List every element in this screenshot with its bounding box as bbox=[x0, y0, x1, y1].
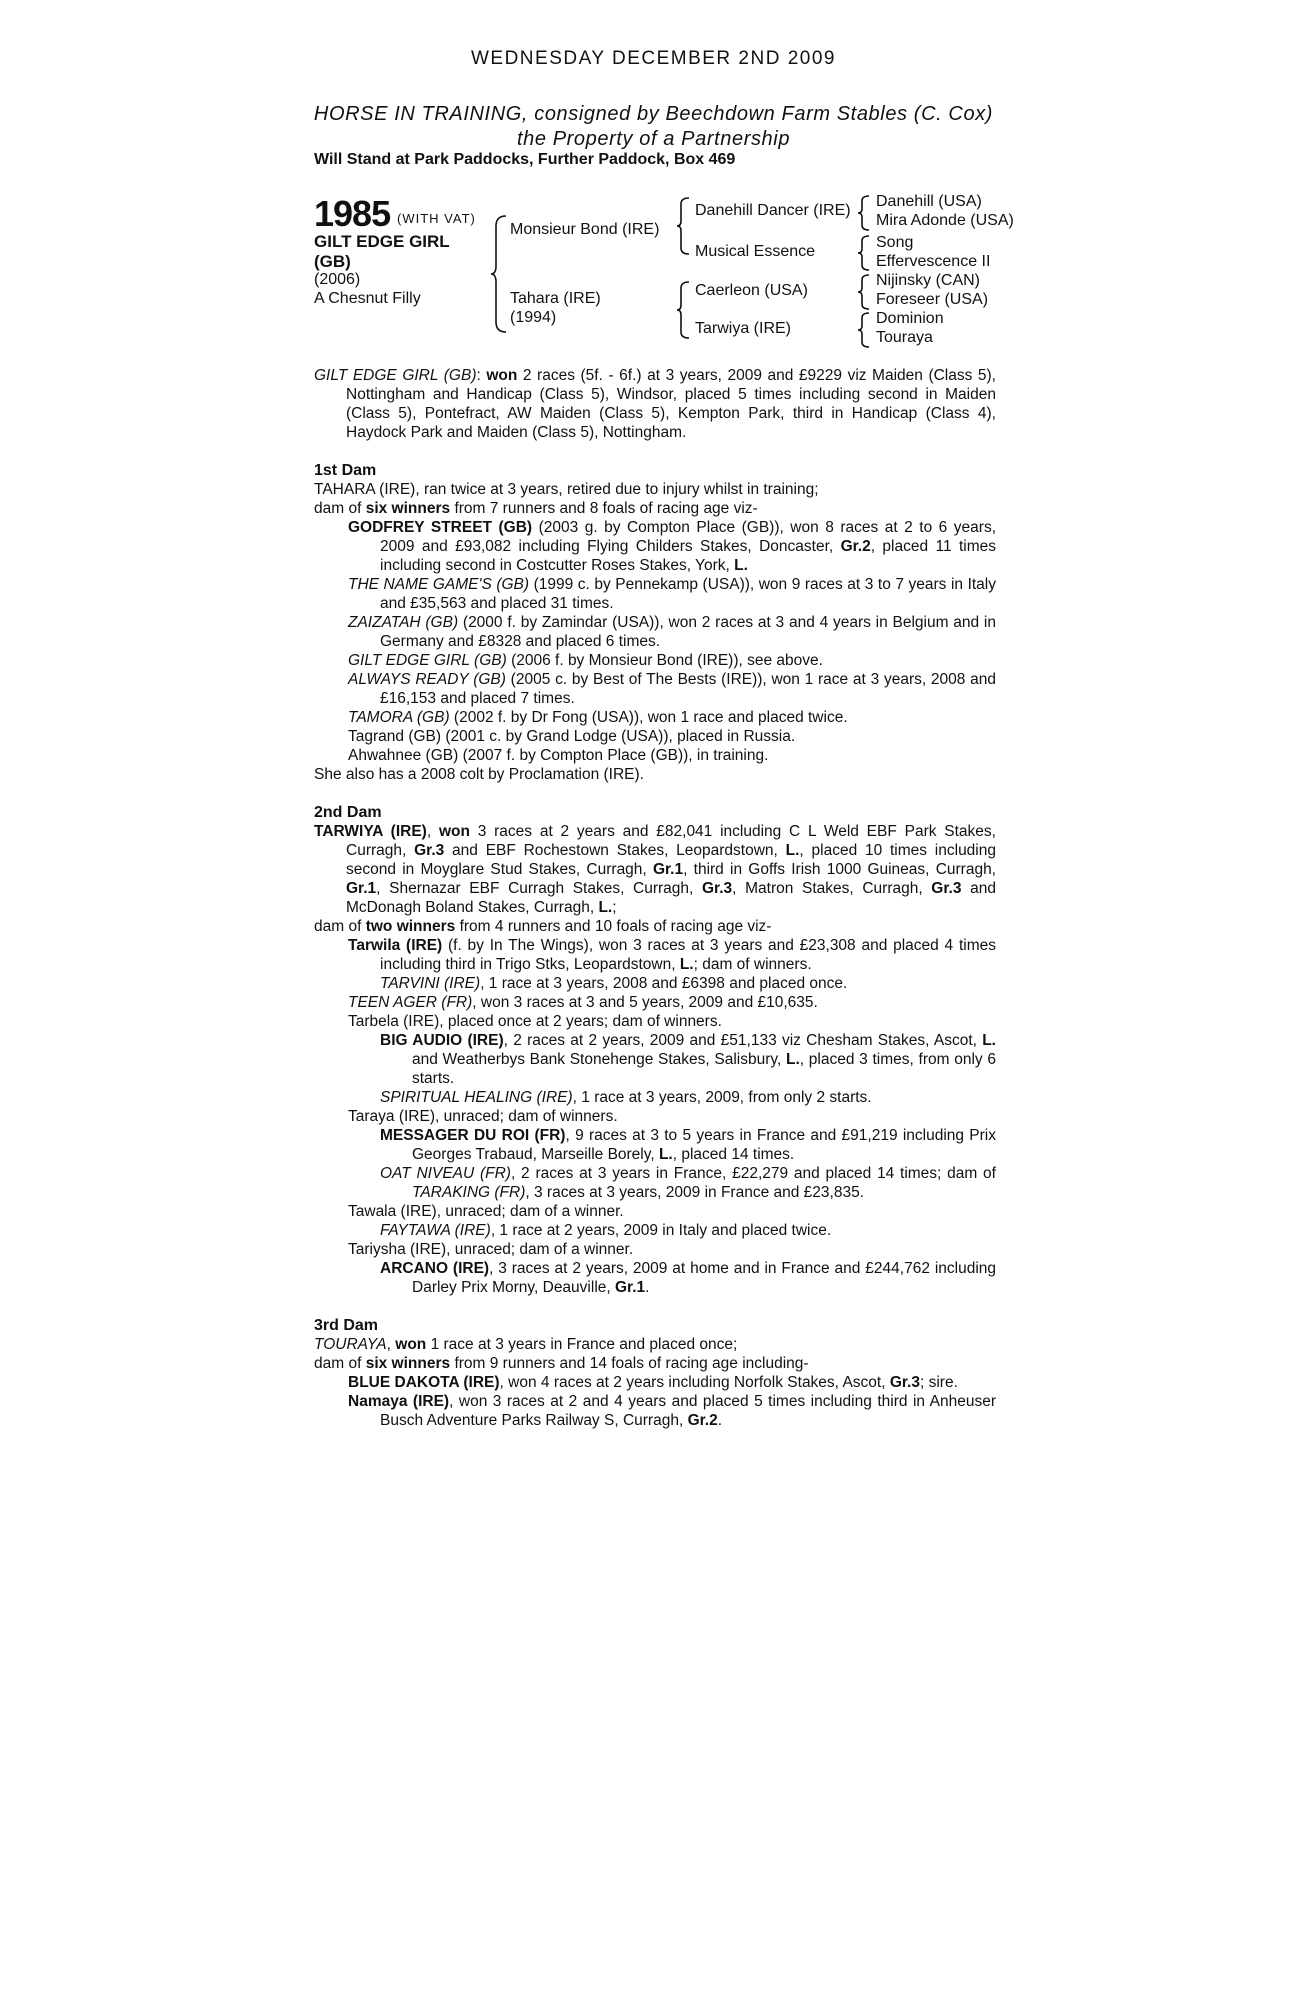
produce-gilt-edge-girl: GILT EDGE GIRL (GB) (2006 f. by Monsieur Bond (IRE)), see above. bbox=[348, 652, 823, 669]
produce-taraya: Taraya (IRE), unraced; dam of winners. bbox=[348, 1108, 618, 1125]
third-dam-record: TOURAYA, won 1 race at 3 years in France and placed once; bbox=[314, 1336, 738, 1353]
lot-property: the Property of a Partnership bbox=[516, 128, 791, 150]
horse-description: A Chesnut Filly bbox=[314, 290, 421, 307]
produce-also: She also has a 2008 colt by Proclamation (IRE). bbox=[314, 766, 644, 783]
vat-note: (WITH VAT) bbox=[397, 211, 476, 226]
pedigree-ddd: Touraya bbox=[876, 329, 933, 346]
produce-namaya: Namaya (IRE), won 3 races at 2 and 4 years and placed 5 times including third in Anheuser Busch Adventure Parks Railway S, Curragh, Gr.2. bbox=[348, 1393, 996, 1429]
produce-always-ready: ALWAYS READY (GB) (2005 c. by Best of The Bests (IRE)), won 1 race at 3 years, 2008 and £16,153 and placed 7 times. bbox=[348, 671, 996, 707]
pedigree-ssd: Mira Adonde (USA) bbox=[876, 212, 1014, 229]
racing-text: 2 races (5f. - 6f.) at 3 years, 2009 and £9229 viz Maiden (Class 5), Nottingham and Handicap (Class 5), Windsor, placed 5 times including second in Maiden (Class 5), Pontefract, AW Maiden (Class 5), Kempton Park, third in Handicap (Class 4), Haydock Park and Maiden (Class 5), Nottingham. bbox=[346, 367, 996, 441]
pedigree-brace-main bbox=[490, 214, 510, 334]
produce-the-name-games: THE NAME GAME'S (GB) (1999 c. by Pennekamp (USA)), won 9 races at 3 to 7 years in Italy and £35,563 and placed 31 times. bbox=[348, 576, 996, 612]
second-dam-produce-summary: dam of two winners from 4 runners and 10 foals of racing age viz- bbox=[314, 918, 772, 935]
produce-messager-du-roi: MESSAGER DU ROI (FR), 9 races at 3 to 5 years in France and £91,219 including Prix Georges Trabaud, Marseille Borely, L., placed 14 times. bbox=[380, 1127, 996, 1163]
produce-teen-ager: TEEN AGER (FR), won 3 races at 3 and 5 years, 2009 and £10,635. bbox=[348, 994, 818, 1011]
section-heading-3rd-dam: 3rd Dam bbox=[314, 1317, 379, 1334]
produce-zaizatah: ZAIZATAH (GB) (2000 f. by Zamindar (USA)), won 2 races at 3 and 4 years in Belgium and in Germany and £8328 and placed 6 times. bbox=[348, 614, 996, 650]
pedigree-sds: Song bbox=[876, 234, 914, 251]
produce-big-audio: BIG AUDIO (IRE), 2 races at 2 years, 2009 and £51,133 viz Chesham Stakes, Ascot, L. and Weatherbys Bank Stonehenge Stakes, Salisbury, L., placed 3 times, from only 6 starts. bbox=[380, 1032, 996, 1087]
pedigree-sire: Monsieur Bond (IRE) bbox=[510, 221, 660, 238]
pedigree-sss: Danehill (USA) bbox=[876, 193, 982, 210]
pedigree-brace-sire bbox=[676, 196, 692, 256]
horse-name-line2: (GB) bbox=[314, 252, 351, 271]
sale-date: WEDNESDAY DECEMBER 2ND 2009 bbox=[470, 48, 836, 69]
pedigree-dam: Tahara (IRE) bbox=[510, 290, 601, 307]
pedigree-brace-ds bbox=[857, 273, 871, 311]
section-heading-2nd-dam: 2nd Dam bbox=[314, 804, 382, 821]
produce-oat-niveau: OAT NIVEAU (FR), 2 races at 3 years in France, £22,279 and placed 14 times; dam of TARAKING (FR), 3 races at 3 years, 2009 in France and £23,835. bbox=[380, 1165, 996, 1201]
pedigree-brace-dam bbox=[676, 280, 692, 340]
pedigree-dds: Dominion bbox=[876, 310, 944, 327]
produce-tariysha: Tariysha (IRE), unraced; dam of a winner. bbox=[348, 1241, 634, 1258]
produce-arcano: ARCANO (IRE), 3 races at 2 years, 2009 at home and in France and £244,762 including Darley Prix Morny, Deauville, Gr.1. bbox=[380, 1260, 996, 1296]
pedigree-dam-year: (1994) bbox=[510, 309, 557, 326]
racing-record: GILT EDGE GIRL (GB): won 2 races (5f. - 6f.) at 3 years, 2009 and £9229 viz Maiden (Class 5), Nottingham and Handicap (Class 5), Windsor, placed 5 times including second in Maiden (Class 5), Pontefract, AW Maiden (Class 5), Kempton Park, third in Handicap (Class 4), Haydock Park and Maiden (Class 5), Nottingham. bbox=[314, 367, 996, 441]
section-heading-1st-dam: 1st Dam bbox=[314, 462, 377, 479]
horse-info bbox=[314, 270, 421, 308]
produce-spiritual-healing: SPIRITUAL HEALING (IRE), 1 race at 3 years, 2009, from only 2 starts. bbox=[380, 1089, 872, 1106]
foaling-year: (2006) bbox=[314, 271, 361, 288]
produce-ahwahnee: Ahwahnee (GB) (2007 f. by Compton Place (GB)), in training. bbox=[348, 747, 769, 764]
pedigree-brace-dd bbox=[857, 311, 871, 349]
pedigree-dam-sire: Caerleon (USA) bbox=[695, 282, 808, 299]
pedigree-brace-sd bbox=[857, 234, 871, 272]
produce-tarbela: Tarbela (IRE), placed once at 2 years; dam of winners. bbox=[348, 1013, 722, 1030]
horse-name-line1: GILT EDGE GIRL bbox=[314, 232, 450, 251]
third-dam-produce-summary: dam of six winners from 9 runners and 14 foals of racing age including- bbox=[314, 1355, 809, 1372]
first-dam-produce-summary: dam of six winners from 7 runners and 8 foals of racing age viz- bbox=[314, 500, 758, 517]
pedigree-sire-sire: Danehill Dancer (IRE) bbox=[695, 202, 851, 219]
pedigree-brace-ss bbox=[857, 194, 871, 232]
horse-ref: GILT EDGE GIRL (GB) bbox=[314, 367, 477, 384]
produce-tarvini: TARVINI (IRE), 1 race at 3 years, 2008 and £6398 and placed once. bbox=[380, 975, 848, 992]
produce-blue-dakota: BLUE DAKOTA (IRE), won 4 races at 2 years including Norfolk Stakes, Ascot, Gr.3; sire. bbox=[348, 1374, 958, 1391]
pedigree-sire-dam: Musical Essence bbox=[695, 243, 816, 260]
stand-location: Will Stand at Park Paddocks, Further Paddock, Box 469 bbox=[314, 151, 736, 168]
produce-tarwila: Tarwila (IRE) (f. by In The Wings), won 3 races at 3 years and £23,308 and placed 4 times including third in Trigo Stks, Leopardstown, L.; dam of winners. bbox=[348, 937, 996, 973]
produce-tagrand: Tagrand (GB) (2001 c. by Grand Lodge (USA)), placed in Russia. bbox=[348, 728, 796, 745]
won-label: won bbox=[486, 367, 518, 384]
pedigree-sdd: Effervescence II bbox=[876, 253, 991, 270]
pedigree-dsd: Foreseer (USA) bbox=[876, 291, 989, 308]
horse-name bbox=[314, 232, 450, 272]
catalogue-body bbox=[314, 366, 996, 1430]
produce-tawala: Tawala (IRE), unraced; dam of a winner. bbox=[348, 1203, 624, 1220]
produce-godfrey-street: GODFREY STREET (GB) (2003 g. by Compton Place (GB)), won 8 races at 2 to 6 years, 2009 and £93,082 including Flying Childers Stakes, Doncaster, Gr.2, placed 11 times including second in Costcutter Roses Stakes, York, L. bbox=[348, 519, 997, 574]
produce-tamora: TAMORA (GB) (2002 f. by Dr Fong (USA)), won 1 race and placed twice. bbox=[348, 709, 848, 726]
second-dam-record: TARWIYA (IRE), won 3 races at 2 years and £82,041 including C L Weld EBF Park Stakes, Curragh, Gr.3 and EBF Rochestown Stakes, Leopardstown, L., placed 10 times including second in Moyglare Stud Stakes, Curragh, Gr.1, third in Goffs Irish 1000 Guineas, Curragh, Gr.1, Shernazar EBF Curragh Stakes, Curragh, Gr.3, Matron Stakes, Curragh, Gr.3 and McDonagh Boland Stakes, Curragh, L.; bbox=[314, 823, 996, 916]
pedigree-dam-dam: Tarwiya (IRE) bbox=[695, 320, 792, 337]
produce-faytawa: FAYTAWA (IRE), 1 race at 2 years, 2009 in Italy and placed twice. bbox=[380, 1222, 832, 1239]
first-dam-line: TAHARA (IRE), ran twice at 3 years, retired due to injury whilst in training; bbox=[314, 481, 819, 498]
lot-number: 1985 bbox=[314, 193, 391, 234]
pedigree-dss: Nijinsky (CAN) bbox=[876, 272, 980, 289]
lot-consignment: HORSE IN TRAINING, consigned by Beechdown Farm Stables (C. Cox) bbox=[313, 103, 994, 125]
